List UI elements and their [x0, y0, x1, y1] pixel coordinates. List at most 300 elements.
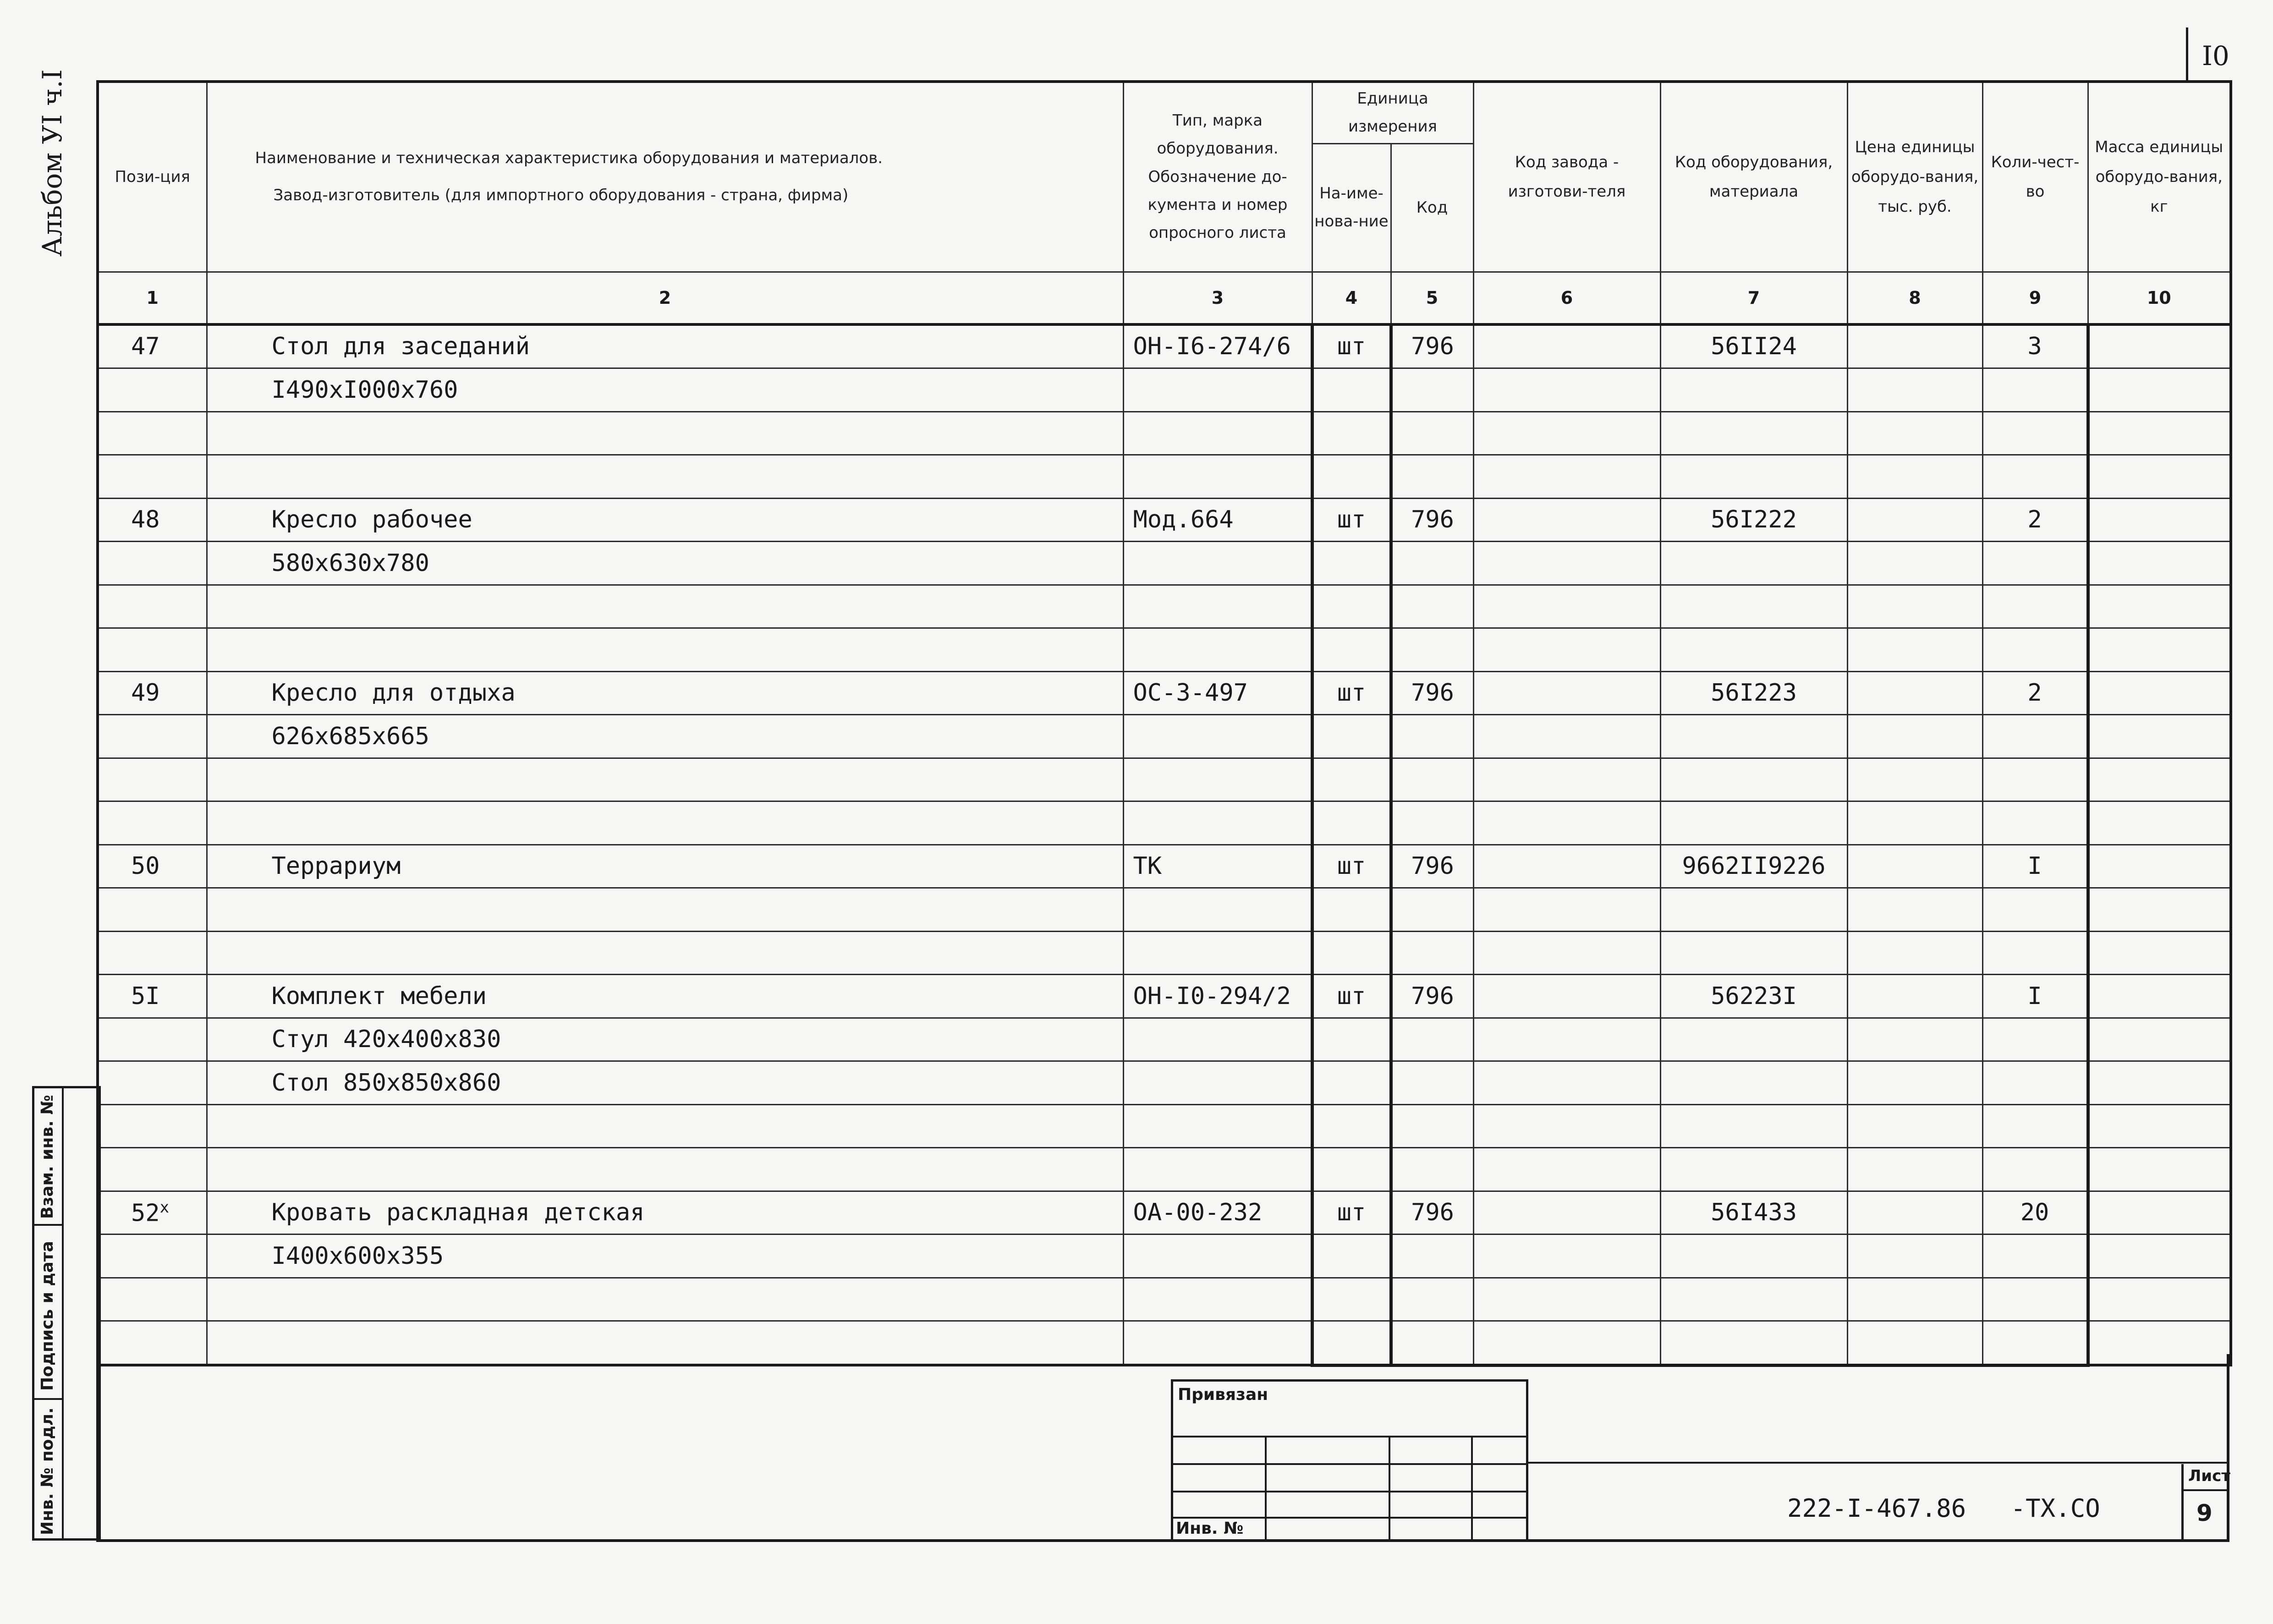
cell-mass	[2088, 542, 2231, 585]
stamp-line	[1389, 1436, 1390, 1542]
cell-unit	[1312, 1104, 1391, 1148]
cell-unit-code-text: 796	[1411, 982, 1454, 1010]
cell-name	[207, 845, 1123, 888]
cell-name-text: 580x630x780	[271, 549, 429, 577]
table-row	[98, 801, 2231, 845]
cell-quantity	[1982, 715, 2088, 758]
table-row	[98, 1234, 2231, 1278]
cell-type	[1123, 671, 1312, 715]
cell-price	[1847, 498, 1982, 542]
col-number: 6	[1473, 272, 1660, 324]
cell-name	[207, 801, 1123, 845]
cell-unit-text: шт	[1337, 506, 1366, 534]
cell-equipment-code	[1660, 1018, 1847, 1061]
cell-mass	[2088, 585, 2231, 628]
cell-quantity-text: I	[2027, 982, 2042, 1010]
cell-name	[207, 975, 1123, 1018]
table-row	[98, 931, 2231, 975]
header-name-line1: Наименование и техническая характеристика оборудования и материалов.	[255, 148, 883, 167]
cell-unit-code	[1391, 1104, 1473, 1148]
cell-unit-code-text: 796	[1411, 679, 1454, 707]
cell-unit-code-text: 796	[1411, 333, 1454, 361]
sheet-number-top: I0	[2202, 40, 2229, 71]
cell-type	[1123, 801, 1312, 845]
cell-quantity	[1982, 671, 2088, 715]
header-quantity: Коли-чест-во	[1982, 82, 2088, 272]
cell-unit-code	[1391, 931, 1473, 975]
cell-name-text: Кровать раскладная детская	[271, 1199, 645, 1227]
cell-unit	[1312, 324, 1391, 368]
cell-factory-code	[1473, 585, 1660, 628]
cell-type	[1123, 1191, 1312, 1234]
stamp-line	[1173, 1436, 1526, 1437]
header-unit-group: Единица измерения	[1312, 82, 1473, 143]
cell-factory-code	[1473, 368, 1660, 412]
cell-mass	[2088, 411, 2231, 455]
cell-factory-code	[1473, 1104, 1660, 1148]
cell-position	[98, 715, 207, 758]
cell-unit	[1312, 715, 1391, 758]
cell-unit	[1312, 455, 1391, 499]
cell-unit-code	[1391, 715, 1473, 758]
sheet-label: Лист	[2188, 1467, 2230, 1485]
col-number: 1	[98, 272, 207, 324]
cell-factory-code	[1473, 628, 1660, 672]
cell-mass	[2088, 324, 2231, 368]
cell-price	[1847, 1018, 1982, 1061]
cell-type	[1123, 542, 1312, 585]
cell-price	[1847, 758, 1982, 801]
cell-type	[1123, 975, 1312, 1018]
header-price: Цена единицы оборудо-вания, тыс. руб.	[1847, 82, 1982, 272]
cell-type	[1123, 411, 1312, 455]
cell-factory-code	[1473, 1018, 1660, 1061]
cell-unit-code	[1391, 801, 1473, 845]
cell-price	[1847, 455, 1982, 499]
cell-unit	[1312, 671, 1391, 715]
cell-name	[207, 628, 1123, 672]
cell-quantity	[1982, 1278, 2088, 1321]
cell-name-text: Стол 850x850x860	[271, 1069, 501, 1097]
cell-unit-code	[1391, 1234, 1473, 1278]
cell-name	[207, 715, 1123, 758]
cell-unit	[1312, 411, 1391, 455]
cell-position	[98, 411, 207, 455]
cell-factory-code	[1473, 1148, 1660, 1191]
cell-unit	[1312, 1234, 1391, 1278]
cell-equipment-code	[1660, 715, 1847, 758]
cell-unit	[1312, 758, 1391, 801]
cell-equipment-code	[1660, 845, 1847, 888]
cell-mass	[2088, 368, 2231, 412]
cell-mass	[2088, 1148, 2231, 1191]
col-number: 9	[1982, 272, 2088, 324]
table-row	[98, 324, 2231, 368]
cell-unit-code	[1391, 455, 1473, 499]
cell-name-text: Комплект мебели	[271, 982, 487, 1010]
cell-equipment-code	[1660, 542, 1847, 585]
cell-price	[1847, 1061, 1982, 1105]
cell-unit-text: шт	[1337, 679, 1366, 707]
cell-unit-code	[1391, 1061, 1473, 1105]
cell-quantity	[1982, 585, 2088, 628]
cell-unit	[1312, 628, 1391, 672]
album-label: Альбом УI ч.I	[37, 69, 68, 257]
cell-position	[98, 324, 207, 368]
cell-name	[207, 455, 1123, 499]
cell-position	[98, 542, 207, 585]
cell-price	[1847, 845, 1982, 888]
cell-position-text: 52	[131, 1199, 160, 1227]
cell-factory-code	[1473, 888, 1660, 932]
cell-factory-code	[1473, 845, 1660, 888]
cell-factory-code	[1473, 758, 1660, 801]
cell-factory-code	[1473, 498, 1660, 542]
table-row	[98, 411, 2231, 455]
cell-mass	[2088, 1191, 2231, 1234]
cell-type	[1123, 498, 1312, 542]
cell-price	[1847, 324, 1982, 368]
cell-factory-code	[1473, 1234, 1660, 1278]
cell-quantity	[1982, 1061, 2088, 1105]
cell-unit	[1312, 1018, 1391, 1061]
cell-name	[207, 931, 1123, 975]
cell-equipment-code	[1660, 1191, 1847, 1234]
stamp-privyazan: Привязан	[1178, 1385, 1268, 1404]
cell-quantity	[1982, 758, 2088, 801]
cell-position-text: 49	[131, 679, 160, 707]
cell-quantity	[1982, 628, 2088, 672]
cell-position-text: 50	[131, 852, 160, 880]
table-row	[98, 368, 2231, 412]
cell-name-text: Кресло для отдыха	[271, 679, 516, 707]
cell-factory-code	[1473, 671, 1660, 715]
cell-quantity	[1982, 1104, 2088, 1148]
cell-factory-code	[1473, 324, 1660, 368]
cell-name	[207, 585, 1123, 628]
cell-name-text: I400x600x355	[271, 1242, 444, 1270]
cell-unit	[1312, 888, 1391, 932]
cell-type	[1123, 628, 1312, 672]
cell-type-text: ОН-I0-294/2	[1133, 982, 1291, 1010]
cell-equipment-code	[1660, 931, 1847, 975]
cell-equipment-code	[1660, 498, 1847, 542]
cell-unit-code	[1391, 1191, 1473, 1234]
cell-quantity-text: I	[2027, 852, 2042, 880]
document-code: 222-I-467.86 -ТХ.СО	[1787, 1494, 2100, 1523]
cell-unit-code-text: 796	[1411, 1199, 1454, 1227]
cell-mass	[2088, 758, 2231, 801]
table-row	[98, 1278, 2231, 1321]
cell-price	[1847, 715, 1982, 758]
cell-name-text: Стул 420x400x830	[271, 1026, 501, 1053]
cell-type	[1123, 1278, 1312, 1321]
cell-name-text: Стол для заседаний	[271, 333, 530, 361]
cell-type	[1123, 1148, 1312, 1191]
cell-unit-code-text: 796	[1411, 506, 1454, 534]
table-row	[98, 758, 2231, 801]
cell-position	[98, 455, 207, 499]
cell-quantity	[1982, 368, 2088, 412]
cell-position	[98, 1234, 207, 1278]
cell-mass	[2088, 671, 2231, 715]
cell-equipment-code	[1660, 455, 1847, 499]
cell-unit	[1312, 368, 1391, 412]
cell-unit-code	[1391, 542, 1473, 585]
strip-inv-vzam: Взам. инв. №	[38, 1095, 57, 1219]
cell-position	[98, 975, 207, 1018]
cell-quantity	[1982, 1018, 2088, 1061]
cell-type	[1123, 845, 1312, 888]
table-row	[98, 455, 2231, 499]
cell-unit-code	[1391, 845, 1473, 888]
cell-factory-code	[1473, 1191, 1660, 1234]
table-row	[98, 1191, 2231, 1234]
col-number: 7	[1660, 272, 1847, 324]
cell-name	[207, 671, 1123, 715]
cell-name	[207, 368, 1123, 412]
stamp-line	[1173, 1517, 1526, 1519]
cell-equipment-code	[1660, 1278, 1847, 1321]
cell-equipment-code	[1660, 888, 1847, 932]
cell-name	[207, 1148, 1123, 1191]
cell-mass	[2088, 1018, 2231, 1061]
cell-type	[1123, 888, 1312, 932]
cell-price	[1847, 975, 1982, 1018]
cell-unit	[1312, 931, 1391, 975]
header-position: Пози-ция	[98, 82, 207, 272]
table-row	[98, 715, 2231, 758]
stamp-line	[1173, 1491, 1526, 1492]
cell-quantity	[1982, 1148, 2088, 1191]
strip-inv-podl: Инв. № подл.	[38, 1407, 57, 1535]
cell-equipment-code	[1660, 585, 1847, 628]
cell-name	[207, 1104, 1123, 1148]
cell-unit-code	[1391, 671, 1473, 715]
cell-price	[1847, 628, 1982, 672]
cell-type-text: Мод.664	[1133, 506, 1234, 534]
cell-unit-code	[1391, 975, 1473, 1018]
cell-unit-code	[1391, 498, 1473, 542]
cell-position	[98, 1061, 207, 1105]
cell-name	[207, 1018, 1123, 1061]
cell-quantity	[1982, 1191, 2088, 1234]
col-number: 4	[1312, 272, 1391, 324]
sheet-number: 9	[2196, 1500, 2213, 1526]
cell-quantity	[1982, 888, 2088, 932]
header-unit-name: На-име-нова-ние	[1312, 143, 1391, 272]
cell-price	[1847, 1104, 1982, 1148]
cell-name	[207, 1191, 1123, 1234]
cell-price	[1847, 801, 1982, 845]
cell-position	[98, 1278, 207, 1321]
cell-mass	[2088, 455, 2231, 499]
cell-equipment-code	[1660, 758, 1847, 801]
equipment-table	[96, 80, 2232, 1367]
cell-position	[98, 1104, 207, 1148]
cell-type	[1123, 931, 1312, 975]
cell-unit-text: шт	[1337, 982, 1366, 1010]
top-right-divider	[2186, 27, 2188, 80]
cell-position	[98, 671, 207, 715]
cell-unit-code	[1391, 1148, 1473, 1191]
cell-quantity	[1982, 498, 2088, 542]
binding-strip	[32, 1086, 101, 1541]
header-equipment-code: Код оборудования, материала	[1660, 82, 1847, 272]
header-factory-code: Код завода - изготови-теля	[1473, 82, 1660, 272]
cell-type-text: ОН-I6-274/6	[1133, 333, 1291, 361]
col-number: 8	[1847, 272, 1982, 324]
cell-unit-text: шт	[1337, 333, 1366, 361]
cell-quantity	[1982, 542, 2088, 585]
cell-name	[207, 411, 1123, 455]
table-row	[98, 628, 2231, 672]
cell-equipment-code-text: 56I433	[1711, 1199, 1797, 1227]
cell-quantity	[1982, 801, 2088, 845]
cell-unit	[1312, 1191, 1391, 1234]
header-unit-code: Код	[1391, 143, 1473, 272]
cell-quantity	[1982, 324, 2088, 368]
cell-unit	[1312, 1278, 1391, 1321]
cell-name	[207, 498, 1123, 542]
cell-name	[207, 324, 1123, 368]
cell-equipment-code-text: 56II24	[1711, 333, 1797, 361]
cell-name	[207, 1234, 1123, 1278]
cell-position-text: 48	[131, 506, 160, 534]
cell-unit	[1312, 801, 1391, 845]
cell-factory-code	[1473, 1278, 1660, 1321]
cell-mass	[2088, 1234, 2231, 1278]
cell-unit-code	[1391, 628, 1473, 672]
table-row	[98, 1061, 2231, 1105]
cell-mass	[2088, 931, 2231, 975]
table-row	[98, 1148, 2231, 1191]
cell-equipment-code-text: 56I222	[1711, 506, 1797, 534]
cell-quantity	[1982, 1234, 2088, 1278]
cell-price	[1847, 1148, 1982, 1191]
cell-unit	[1312, 1148, 1391, 1191]
cell-unit-code	[1391, 1018, 1473, 1061]
header-mass: Масса единицы оборудо-вания, кг	[2088, 82, 2231, 272]
header-type: Тип, марка оборудования. Обозначение до-кумента и номер опросного листа	[1123, 82, 1312, 272]
cell-price	[1847, 368, 1982, 412]
cell-type	[1123, 715, 1312, 758]
cell-position	[98, 585, 207, 628]
cell-name	[207, 1061, 1123, 1105]
cell-unit-text: шт	[1337, 1199, 1366, 1227]
col-number: 2	[207, 272, 1123, 324]
cell-mass	[2088, 1061, 2231, 1105]
cell-name	[207, 1278, 1123, 1321]
cell-mass	[2088, 975, 2231, 1018]
cell-type	[1123, 1061, 1312, 1105]
title-block-line	[1528, 1462, 2229, 1464]
cell-name-text: Кресло рабочее	[271, 506, 472, 534]
cell-type	[1123, 455, 1312, 499]
header-name	[207, 82, 1123, 272]
cell-position	[98, 498, 207, 542]
col-number: 3	[1123, 272, 1312, 324]
table-row	[98, 1018, 2231, 1061]
cell-position	[98, 888, 207, 932]
cell-type	[1123, 1104, 1312, 1148]
cell-type-text: ОА-00-232	[1133, 1199, 1263, 1227]
cell-type	[1123, 1018, 1312, 1061]
cell-quantity	[1982, 931, 2088, 975]
cell-price	[1847, 585, 1982, 628]
table-row	[98, 585, 2231, 628]
cell-unit	[1312, 542, 1391, 585]
cell-name	[207, 758, 1123, 801]
cell-type	[1123, 1234, 1312, 1278]
cell-position-text: 47	[131, 333, 160, 361]
cell-unit-text: шт	[1337, 852, 1366, 880]
cell-quantity	[1982, 975, 2088, 1018]
cell-equipment-code	[1660, 411, 1847, 455]
cell-unit	[1312, 498, 1391, 542]
stamp-block	[1171, 1379, 1528, 1542]
cell-mass	[2088, 845, 2231, 888]
cell-equipment-code	[1660, 1148, 1847, 1191]
cell-unit-code	[1391, 585, 1473, 628]
cell-position	[98, 758, 207, 801]
cell-equipment-code	[1660, 1061, 1847, 1105]
cell-unit	[1312, 1061, 1391, 1105]
cell-factory-code	[1473, 931, 1660, 975]
cell-factory-code	[1473, 975, 1660, 1018]
cell-position	[98, 628, 207, 672]
cell-equipment-code	[1660, 628, 1847, 672]
sheet-box	[2181, 1464, 2229, 1542]
cell-unit-code	[1391, 324, 1473, 368]
cell-equipment-code	[1660, 801, 1847, 845]
cell-mass	[2088, 715, 2231, 758]
cell-price	[1847, 888, 1982, 932]
cell-quantity-text: 3	[2027, 333, 2042, 361]
cell-factory-code	[1473, 715, 1660, 758]
cell-equipment-code	[1660, 368, 1847, 412]
cell-price	[1847, 1278, 1982, 1321]
cell-price	[1847, 931, 1982, 975]
table-row	[98, 845, 2231, 888]
cell-quantity-text: 20	[2020, 1199, 2049, 1227]
cell-type	[1123, 368, 1312, 412]
sheet-box-line	[2184, 1489, 2229, 1491]
table-row	[98, 888, 2231, 932]
cell-factory-code	[1473, 455, 1660, 499]
cell-factory-code	[1473, 1061, 1660, 1105]
cell-factory-code	[1473, 801, 1660, 845]
cell-price	[1847, 671, 1982, 715]
cell-name	[207, 888, 1123, 932]
cell-position	[98, 1148, 207, 1191]
cell-position	[98, 1018, 207, 1061]
cell-name-text: 626x685x665	[271, 722, 429, 750]
cell-name	[207, 542, 1123, 585]
cell-mass	[2088, 628, 2231, 672]
cell-price	[1847, 542, 1982, 585]
table-row	[98, 671, 2231, 715]
cell-unit	[1312, 975, 1391, 1018]
cell-name-text: Террариум	[271, 852, 401, 880]
cell-price	[1847, 411, 1982, 455]
cell-quantity-text: 2	[2027, 679, 2042, 707]
cell-position	[98, 845, 207, 888]
cell-quantity	[1982, 455, 2088, 499]
cell-mass	[2088, 801, 2231, 845]
col-number: 10	[2088, 272, 2231, 324]
cell-name-text: I490xI000x760	[271, 376, 458, 404]
